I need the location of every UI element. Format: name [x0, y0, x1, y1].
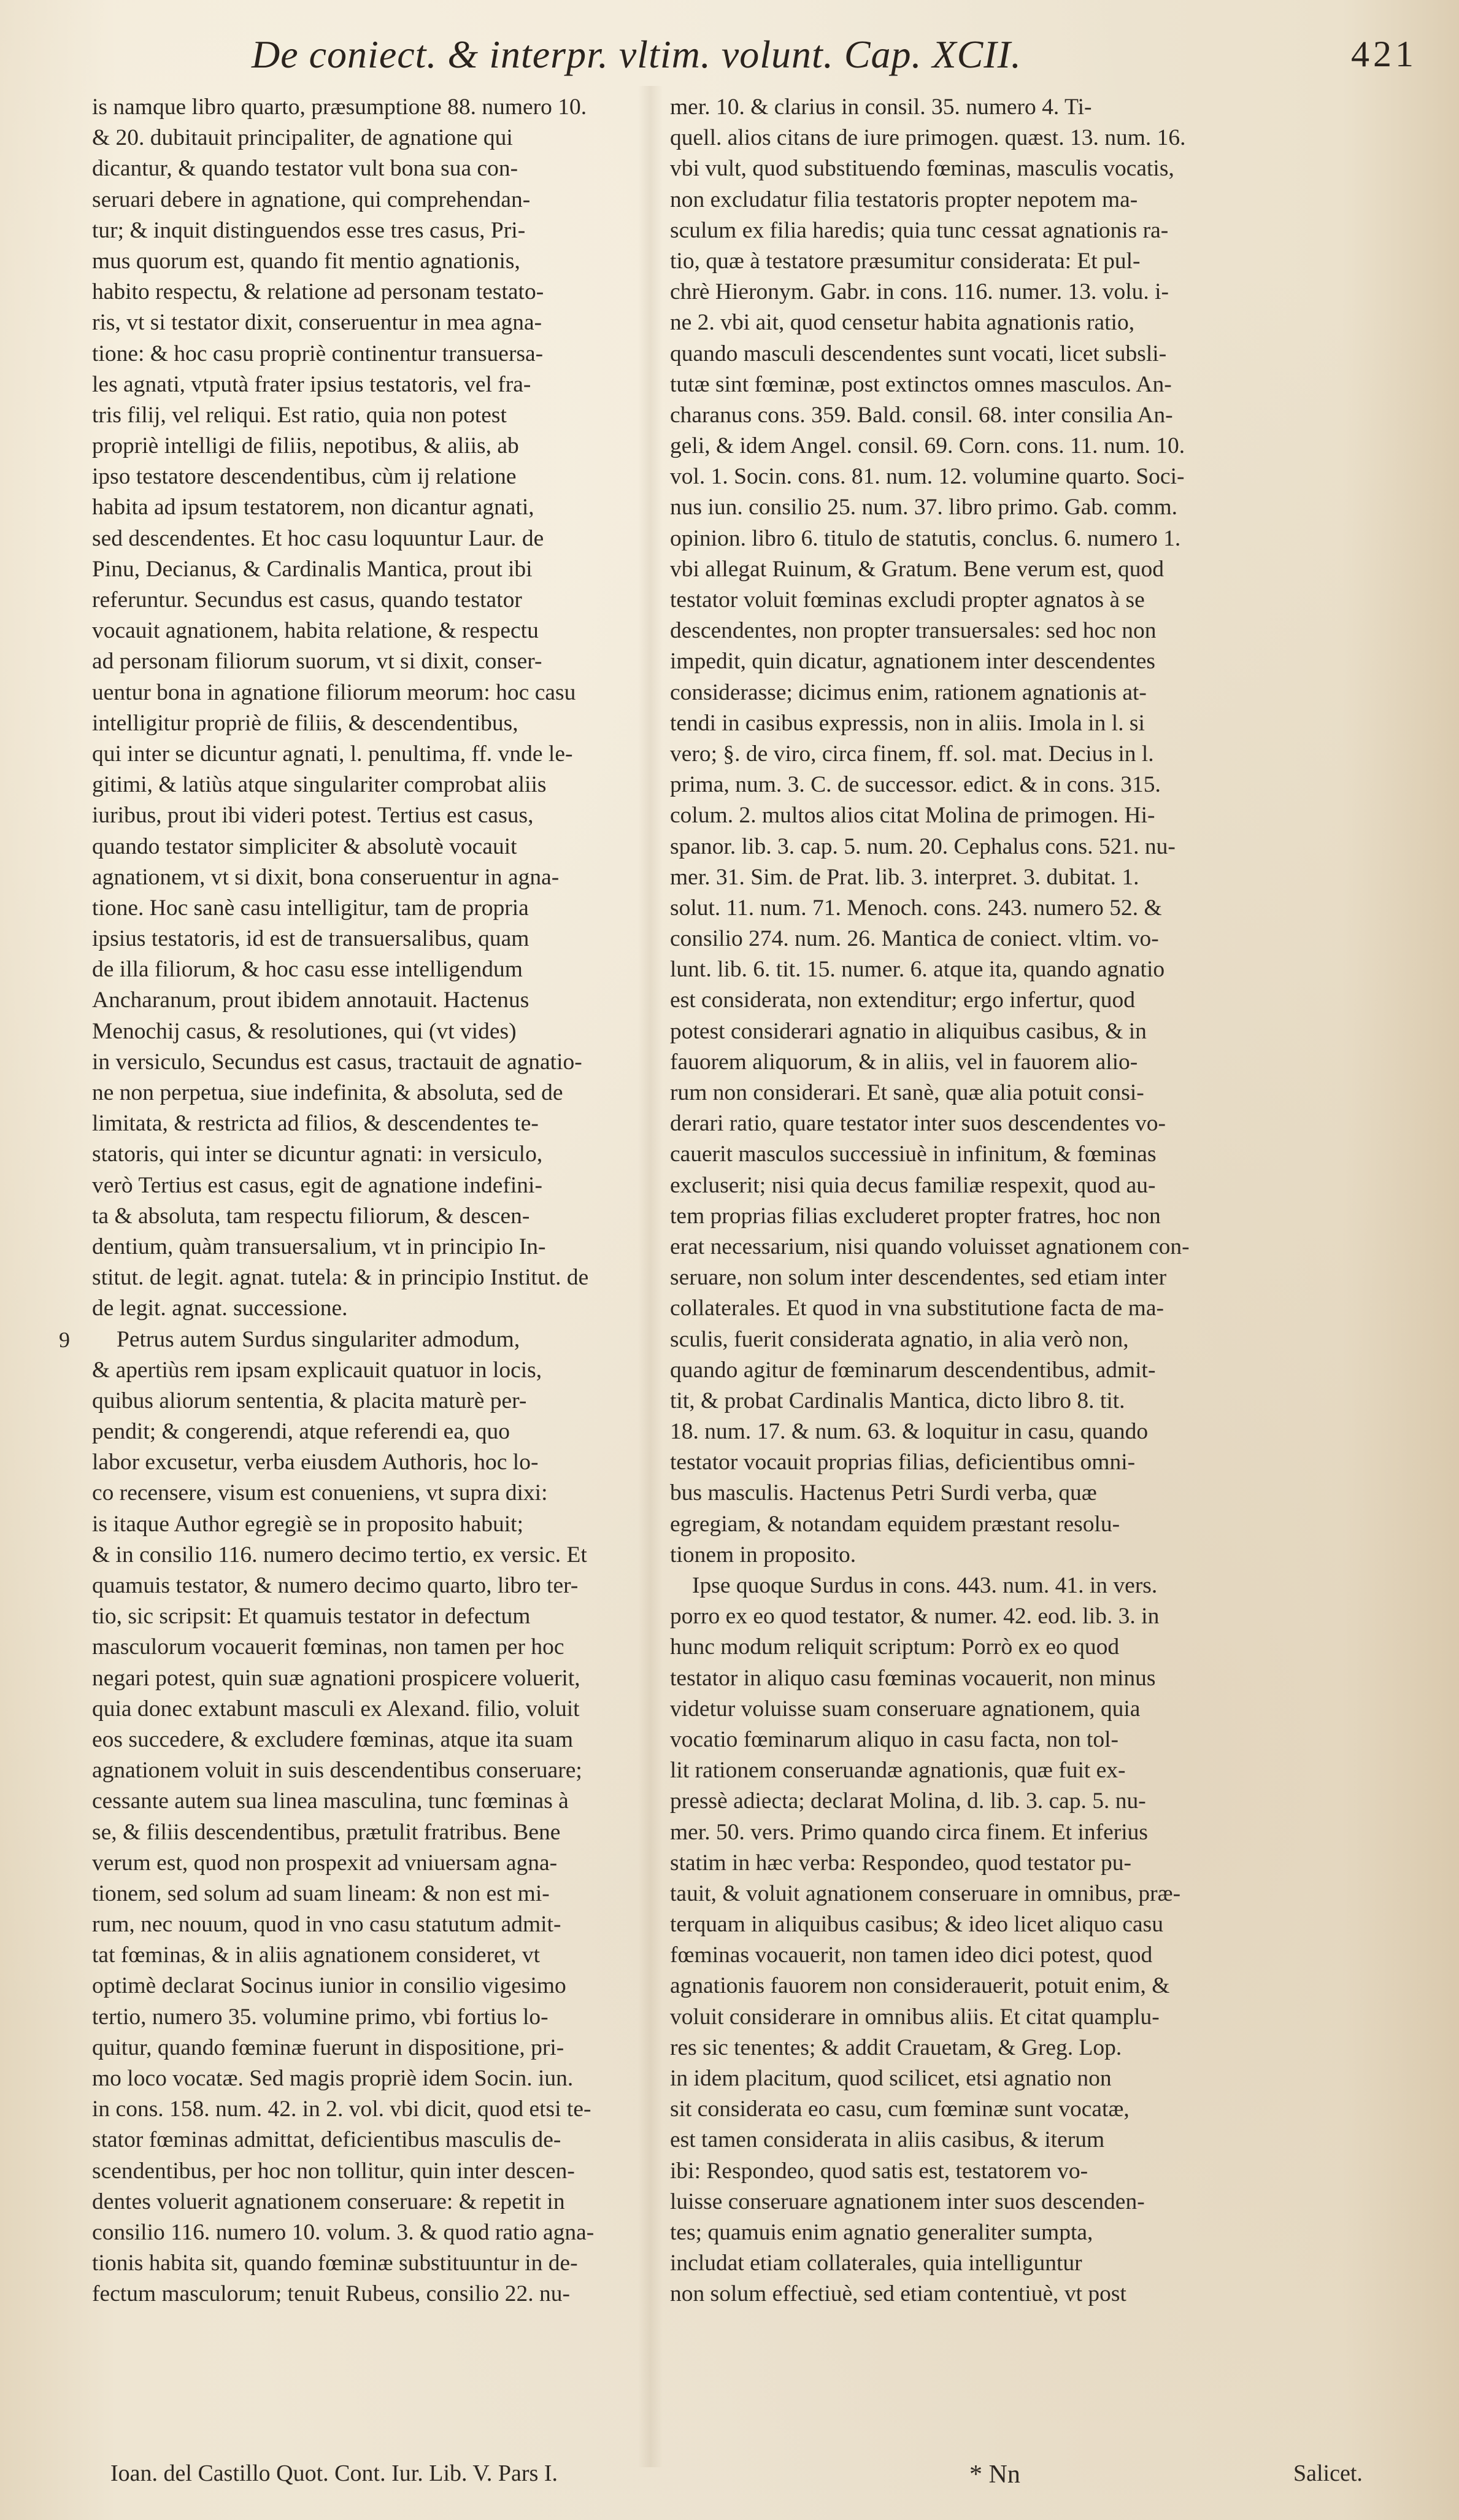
text-line: 18. num. 17. & num. 63. & loquitur in casu, quando: [670, 1419, 1149, 1445]
text-line: habito respectu, & relatione ad personam testato-: [92, 279, 544, 305]
text-line: fauorem aliquorum, & in aliis, vel in fauorem alio-: [670, 1049, 1138, 1075]
text-line: vbi allegat Ruinum, & Gratum. Bene verum est, quod: [670, 556, 1165, 582]
text-line: vol. 1. Socin. cons. 81. num. 12. volumine quarto. Soci-: [670, 464, 1185, 490]
text-line: impedit, quin dicatur, agnationem inter descendentes: [670, 649, 1155, 674]
text-line: opinion. libro 6. titulo de statutis, conclus. 6. numero 1.: [670, 525, 1181, 551]
text-line: masculorum vocauerit fœminas, non tamen per hoc: [92, 1634, 564, 1660]
text-line: tionis habita sit, quando fœminæ substituuntur in de-: [92, 2251, 578, 2276]
text-line: testator in aliquo casu fœminas vocauerit, non minus: [670, 1665, 1156, 1691]
text-line: sculum ex filia haredis; quia tunc cessat agnationis ra-: [670, 217, 1169, 243]
text-line: considerasse; dicimus enim, rationem agnationis at-: [670, 679, 1147, 705]
text-line: pressè adiecta; declarat Molina, d. lib. 3. cap. 5. nu-: [670, 1788, 1146, 1814]
text-line: quando testator simpliciter & absolutè vocauit: [92, 833, 517, 859]
text-line: excluserit; nisi quia decus familiæ respexit, quod au-: [670, 1172, 1156, 1198]
text-line: mer. 31. Sim. de Prat. lib. 3. interpret. 3. dubitat. 1.: [670, 864, 1139, 890]
catchword: Salicet.: [1293, 2460, 1363, 2486]
text-line: mo loco vocatæ. Sed magis propriè idem Socin. iun.: [92, 2066, 574, 2091]
text-line: cauerit masculos successiuè in infinitum, & fœminas: [670, 1142, 1157, 1167]
running-header: [0, 32, 1459, 87]
text-line: vero; §. de viro, circa finem, ff. sol. mat. Decius in l.: [670, 741, 1154, 767]
text-line: colum. 2. multos alios citat Molina de primogen. Hi-: [670, 803, 1155, 829]
text-line: Menochij casus, & resolutiones, qui (vt vides): [92, 1018, 517, 1044]
text-line: fœminas vocauerit, non tamen ideo dici potest, quod: [670, 1942, 1153, 1968]
text-line: & 20. dubitauit principaliter, de agnatione qui: [92, 125, 513, 151]
text-line: referuntur. Secundus est casus, quando testator: [92, 587, 522, 613]
text-line: statoris, qui inter se dicuntur agnati: in versiculo,: [92, 1142, 543, 1167]
text-line: egregiam, & notandam equidem præstant resolu-: [670, 1511, 1120, 1537]
text-line: tertio, numero 35. volumine primo, vbi fortius lo-: [92, 2004, 549, 2030]
text-line: tauit, & voluit agnationem conseruare in omnibus, præ-: [670, 1880, 1181, 1906]
text-line: tionem in proposito.: [670, 1542, 857, 1567]
text-line: quia donec extabunt masculi ex Alexand. filio, voluit: [92, 1696, 580, 1722]
text-line: scendentibus, per hoc non tollitur, quin inter descen-: [92, 2158, 575, 2184]
text-line: quando masculi descendentes sunt vocati, licet subsli-: [670, 341, 1167, 366]
text-line: tur; & inquit distinguendos esse tres casus, Pri-: [92, 217, 526, 243]
text-line: nus iun. consilio 25. num. 37. libro primo. Gab. comm.: [670, 495, 1178, 520]
text-line: collaterales. Et quod in vna substitutione facta de ma-: [670, 1296, 1164, 1321]
column-gutter: [638, 86, 663, 2467]
text-line: terquam in aliquibus casibus; & ideo licet aliquo casu: [670, 1912, 1163, 1938]
text-line: quitur, quando fœminæ fuerunt in dispositione, pri-: [92, 2035, 564, 2060]
text-line: ne non perpetua, siue indefinita, & absoluta, sed de: [92, 1080, 563, 1105]
text-line: sit considerata eo casu, cum fœminæ sunt vocatæ,: [670, 2097, 1130, 2122]
text-line: tris filij, vel reliqui. Est ratio, quia non potest: [92, 402, 507, 428]
text-line: mus quorum est, quando fit mentio agnationis,: [92, 248, 520, 274]
text-line: de legit. agnat. successione.: [92, 1296, 348, 1321]
text-line: Petrus autem Surdus singulariter admodum,: [117, 1326, 520, 1352]
text-line: spanor. lib. 3. cap. 5. num. 20. Cephalus cons. 521. nu-: [670, 833, 1176, 859]
text-line: voluit considerare in omnibus aliis. Et citat quamplu-: [670, 2004, 1160, 2030]
text-line: res sic tenentes; & addit Crauetam, & Greg. Lop.: [670, 2035, 1122, 2060]
text-line: seruari debere in agnatione, qui comprehendan-: [92, 187, 531, 212]
text-line: de illa filiorum, & hoc casu esse intelligendum: [92, 957, 523, 983]
text-line: agnationem, vt si dixit, bona conseruentur in agna-: [92, 864, 560, 890]
text-line: consilio 116. numero 10. volum. 3. & quod ratio agna-: [92, 2219, 595, 2245]
text-line: charanus cons. 359. Bald. consil. 68. inter consilia An-: [670, 402, 1173, 428]
text-line: seruare, non solum inter descendentes, sed etiam inter: [670, 1265, 1167, 1291]
text-line: hunc modum reliquit scriptum: Porrò ex eo quod: [670, 1634, 1120, 1660]
text-line: testator vocauit proprias filias, deficientibus omni-: [670, 1450, 1136, 1475]
text-line: tes; quamuis enim agnatio generaliter sumpta,: [670, 2219, 1093, 2245]
text-line: rum, nec nouum, quod in vno casu statutum admit-: [92, 1912, 561, 1938]
text-line: cessante autem sua linea masculina, tunc fœminas à: [92, 1788, 569, 1814]
text-line: eos succedere, & excludere fœminas, atque ita suam: [92, 1726, 574, 1752]
text-line: geli, & idem Angel. consil. 69. Corn. cons. 11. num. 10.: [670, 433, 1185, 459]
text-line: descendentes, non propter transuersales: sed hoc non: [670, 618, 1157, 644]
text-line: se, & filiis descendentibus, prætulit fratribus. Bene: [92, 1819, 561, 1845]
text-line: dentium, quàm transuersalium, vt in principio In-: [92, 1234, 546, 1259]
text-line: dentes voluerit agnationem conseruare: & repetit in: [92, 2189, 565, 2214]
page-number: 421: [1351, 34, 1417, 74]
text-line: non excludatur filia testatoris propter nepotem ma-: [670, 187, 1138, 212]
text-line: propriè intelligi de filiis, nepotibus, & aliis, ab: [92, 433, 519, 459]
text-line: habita ad ipsum testatorem, non dicantur agnati,: [92, 495, 534, 520]
text-line: bus masculis. Hactenus Petri Surdi verba, quæ: [670, 1480, 1097, 1506]
marginal-paragraph-number: 9: [59, 1328, 70, 1352]
text-line: Pinu, Decianus, & Cardinalis Mantica, prout ibi: [92, 556, 533, 582]
text-line: dicantur, & quando testator vult bona sua con-: [92, 156, 518, 182]
text-line: tit, & probat Cardinalis Mantica, dicto libro 8. tit.: [670, 1388, 1125, 1413]
text-line: in cons. 158. num. 42. in 2. vol. vbi dicit, quod etsi te-: [92, 2097, 591, 2122]
text-line: Ipse quoque Surdus in cons. 443. num. 41. in vers.: [692, 1573, 1158, 1598]
text-line: gitimi, & latiùs atque singulariter comprobat aliis: [92, 772, 547, 798]
text-line: porro ex eo quod testator, & numer. 42. eod. lib. 3. in: [670, 1604, 1160, 1629]
text-line: solut. 11. num. 71. Menoch. cons. 243. numero 52. &: [670, 895, 1162, 921]
text-line: in idem placitum, quod scilicet, etsi agnatio non: [670, 2066, 1112, 2091]
text-line: sed descendentes. Et hoc casu loquuntur Laur. de: [92, 525, 544, 551]
text-line: tendi in casibus expressis, non in aliis. Imola in l. si: [670, 710, 1145, 736]
text-line: mer. 50. vers. Primo quando circa finem. Et inferius: [670, 1819, 1148, 1845]
text-line: qui inter se dicuntur agnati, l. penultima, ff. vnde le-: [92, 741, 573, 767]
footer-book-title: Ioan. del Castillo Quot. Cont. Iur. Lib. V. Pars I.: [110, 2460, 558, 2486]
text-line: ipsius testatoris, id est de transuersalibus, quam: [92, 926, 529, 952]
text-line: consilio 274. num. 26. Mantica de coniect. vltim. vo-: [670, 926, 1159, 952]
text-line: erat necessarium, nisi quando voluisset agnationem con-: [670, 1234, 1190, 1259]
text-line: in versiculo, Secundus est casus, tractauit de agnatio-: [92, 1049, 582, 1075]
text-line: rum non considerari. Et sanè, quæ alia potuit consi-: [670, 1080, 1144, 1105]
text-line: tutæ sint fœminæ, post extinctos omnes masculos. An-: [670, 371, 1172, 397]
text-line: vbi vult, quod substituendo fœminas, masculis vocatis,: [670, 156, 1174, 182]
text-line: vocatio fœminarum aliquo in casu facta, non tol-: [670, 1726, 1119, 1752]
text-line: tio, sic scripsit: Et quamuis testator in defectum: [92, 1604, 531, 1629]
text-line: includat etiam collaterales, quia intelliguntur: [670, 2251, 1082, 2276]
text-line: quando agitur de fœminarum descendentibus, admit-: [670, 1357, 1156, 1383]
text-line: is itaque Author egregiè se in proposito habuit;: [92, 1511, 523, 1537]
text-line: fectum masculorum; tenuit Rubeus, consilio 22. nu-: [92, 2281, 571, 2307]
text-line: testator voluit fœminas excludi propter agnatos à se: [670, 587, 1145, 613]
running-title: De coniect. & interpr. vltim. volunt. Cap. XCII.: [252, 33, 1022, 76]
text-line: uentur bona in agnatione filiorum meorum: hoc casu: [92, 679, 576, 705]
text-line: videtur voluisse suam conseruare agnationem, quia: [670, 1696, 1141, 1722]
text-line: ne 2. vbi ait, quod censetur habita agnationis ratio,: [670, 310, 1135, 336]
text-line: intelligitur propriè de filiis, & descendentibus,: [92, 710, 518, 736]
text-line: stator fœminas admittat, deficientibus masculis de-: [92, 2127, 561, 2153]
text-line: verò Tertius est casus, egit de agnatione indefini-: [92, 1172, 542, 1198]
text-line: pendit; & congerendi, atque referendi ea, quo: [92, 1419, 510, 1445]
text-line: iuribus, prout ibi videri potest. Tertius est casus,: [92, 803, 534, 829]
right-column: [670, 92, 1362, 2310]
text-line: tat fœminas, & in aliis agnationem consideret, vt: [92, 1942, 541, 1968]
text-line: tionem, sed solum ad suam lineam: & non est mi-: [92, 1880, 550, 1906]
text-line: tio, quæ à testatore præsumitur considerata: Et pul-: [670, 248, 1141, 274]
text-line: mer. 10. & clarius in consil. 35. numero 4. Ti-: [670, 95, 1092, 120]
text-line: ipso testatore descendentibus, cùm ij relatione: [92, 464, 517, 490]
text-line: optimè declarat Socinus iunior in consilio vigesimo: [92, 1973, 566, 1999]
text-line: lit rationem conseruandæ agnationis, quæ fuit ex-: [670, 1758, 1126, 1784]
text-line: tione. Hoc sanè casu intelligitur, tam de propria: [92, 895, 529, 921]
page-footer: [0, 2460, 1459, 2497]
text-line: les agnati, vtputà frater ipsius testatoris, vel fra-: [92, 371, 531, 397]
text-line: stitut. de legit. agnat. tutela: & in principio Institut. de: [92, 1265, 589, 1291]
text-line: luisse conseruare agnationem inter suos descenden-: [670, 2189, 1145, 2214]
text-line: agnationis fauorem non considerauerit, potuit enim, &: [670, 1973, 1170, 1999]
text-line: agnationem voluit in suis descendentibus conseruare;: [92, 1758, 582, 1784]
text-line: chrè Hieronym. Gabr. in cons. 116. numer. 13. volu. i-: [670, 279, 1169, 305]
text-line: quell. alios citans de iure primogen. quæst. 13. num. 16.: [670, 125, 1186, 151]
text-line: ad personam filiorum suorum, vt si dixit, conser-: [92, 649, 542, 674]
text-line: prima, num. 3. C. de successor. edict. & in cons. 315.: [670, 772, 1161, 798]
text-line: ris, vt si testator dixit, conseruentur in mea agna-: [92, 310, 542, 336]
text-line: sculis, fuerit considerata agnatio, in alia verò non,: [670, 1326, 1129, 1352]
text-line: labor excusetur, verba eiusdem Authoris, hoc lo-: [92, 1450, 539, 1475]
text-line: est considerata, non extenditur; ergo infertur, quod: [670, 988, 1136, 1013]
text-line: limitata, & restricta ad filios, & descendentes te-: [92, 1111, 539, 1137]
text-line: ta & absoluta, tam respectu filiorum, & descen-: [92, 1203, 530, 1229]
text-line: tem proprias filias excluderet propter fratres, hoc non: [670, 1203, 1161, 1229]
text-line: derari ratio, quare testator inter suos descendentes vo-: [670, 1111, 1166, 1137]
text-line: non solum effectiuè, sed etiam contentiuè, vt post: [670, 2281, 1126, 2307]
text-line: verum est, quod non prospexit ad vniuersam agna-: [92, 1850, 558, 1876]
text-line: Ancharanum, prout ibidem annotauit. Hactenus: [92, 988, 529, 1013]
text-line: negari potest, quin suæ agnationi prospicere voluerit,: [92, 1665, 580, 1691]
text-line: statim in hæc verba: Respondeo, quod testator pu-: [670, 1850, 1131, 1876]
text-line: quibus aliorum sententia, & placita maturè per-: [92, 1388, 527, 1413]
signature-mark: * Nn: [969, 2460, 1020, 2489]
text-line: est tamen considerata in aliis casibus, & iterum: [670, 2127, 1105, 2153]
text-line: ibi: Respondeo, quod satis est, testatorem vo-: [670, 2158, 1088, 2184]
text-line: potest considerari agnatio in aliquibus casibus, & in: [670, 1018, 1147, 1044]
text-line: quamuis testator, & numero decimo quarto, libro ter-: [92, 1573, 579, 1598]
text-line: & apertiùs rem ipsam explicauit quatuor in locis,: [92, 1357, 542, 1383]
text-line: & in consilio 116. numero decimo tertio, ex versic. Et: [92, 1542, 587, 1567]
text-line: lunt. lib. 6. tit. 15. numer. 6. atque ita, quando agnatio: [670, 957, 1165, 983]
left-column: [92, 92, 637, 2310]
text-line: tione: & hoc casu propriè continentur transuersa-: [92, 341, 544, 366]
text-line: co recensere, visum est conueniens, vt supra dixi:: [92, 1480, 548, 1506]
text-line: is namque libro quarto, præsumptione 88. numero 10.: [92, 95, 587, 120]
text-line: vocauit agnationem, habita relatione, & respectu: [92, 618, 539, 644]
